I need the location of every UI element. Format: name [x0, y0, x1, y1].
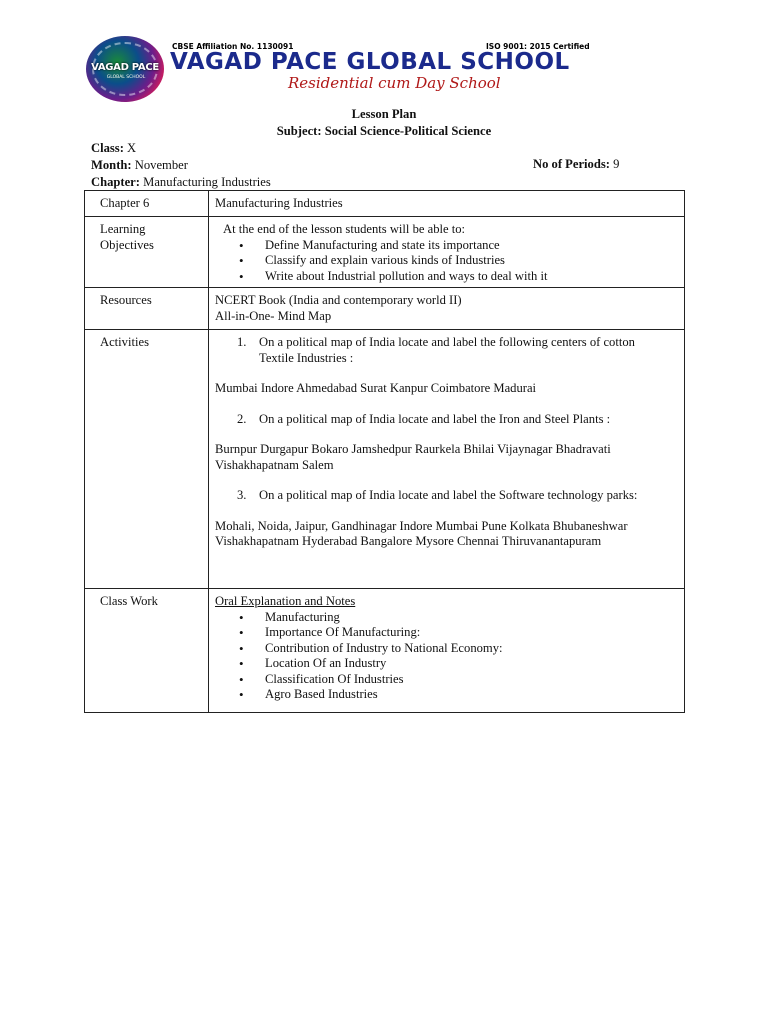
affiliation-text: CBSE Affiliation No. 1130091: [172, 42, 294, 51]
activity-places: Mohali, Noida, Jaipur, Gandhinagar Indore Mumbai Pune Kolkata Bhubaneshwar: [215, 518, 628, 533]
objectives-intro: At the end of the lesson students will be able to:: [223, 222, 466, 236]
title-subject: Subject: Social Science-Political Science: [276, 124, 492, 138]
list-item: • Importance Of Manufacturing:: [233, 625, 676, 641]
title-lesson-plan: Lesson Plan: [351, 107, 417, 121]
school-logo: [86, 36, 164, 102]
logo-subtext: GLOBAL SCHOOL: [106, 75, 146, 80]
month-line: [91, 157, 188, 173]
chapter-line: [91, 174, 271, 190]
activity-text-line: On a political map of India locate and label the Software technology parks:: [259, 488, 638, 502]
list-item: • Location Of an Industry: [233, 656, 676, 672]
table-row-chapter: [85, 191, 685, 217]
logo-text: VAGAD PACE: [91, 62, 159, 73]
list-item: • Define Manufacturing and state its importance: [233, 238, 676, 254]
classwork-heading: Oral Explanation and Notes: [215, 594, 356, 608]
school-header: [84, 32, 606, 106]
list-item: • Classification Of Industries: [233, 672, 676, 688]
activity-places: Burnpur Durgapur Bokaro Jamshedpur Raurkela Bhilai Vijaynagar Bhadravati: [215, 442, 611, 456]
activities-cell-content: [209, 330, 685, 589]
list-item: • Agro Based Industries: [233, 687, 676, 703]
objectives-cell-content: [209, 217, 685, 288]
table-row-activities: [85, 330, 685, 589]
iso-text: ISO 9001: 2015 Certified: [486, 42, 590, 51]
chapter-cell-value: Manufacturing Industries: [209, 191, 685, 217]
list-item: • Contribution of Industry to National Economy:: [233, 641, 676, 657]
spacer: [215, 427, 676, 442]
chapter-label: Chapter:: [91, 175, 140, 189]
spacer: [215, 397, 676, 412]
activity-text-line: Textile Industries :: [259, 350, 354, 365]
spacer: [215, 504, 676, 519]
activity-number: 1.: [237, 335, 247, 349]
class-line: [91, 140, 136, 156]
activity-number: 3.: [237, 488, 247, 502]
objectives-list: [215, 238, 676, 285]
document-title: [0, 106, 768, 140]
chapter-value: Manufacturing Industries: [143, 175, 271, 189]
spacer: [215, 366, 676, 381]
resource-line-2: All-in-One- Mind Map: [215, 308, 332, 323]
school-tagline: Residential cum Day School: [288, 74, 501, 92]
activity-places: Vishakhapatnam Salem: [215, 457, 334, 472]
resources-cell-label: Resources: [85, 288, 209, 330]
activity-item-1: [215, 335, 676, 366]
classwork-cell-label: Class Work: [85, 589, 209, 713]
activity-item-2: [215, 412, 676, 428]
table-row-resources: [85, 288, 685, 330]
spacer: [215, 473, 676, 488]
table-row-classwork: [85, 589, 685, 713]
activity-number: 2.: [237, 411, 247, 426]
month-value: November: [134, 158, 188, 172]
resource-line-1: NCERT Book (India and contemporary world II): [215, 293, 462, 307]
objectives-label-line2: Objectives: [100, 237, 154, 252]
activity-places: Mumbai Indore Ahmedabad Surat Kanpur Coimbatore Madurai: [215, 381, 537, 395]
activity-places: Vishakhapatnam Hyderabad Bangalore Mysore Chennai Thiruvanantapuram: [215, 534, 602, 548]
objectives-label-line1: Learning: [100, 222, 146, 236]
school-name: VAGAD PACE GLOBAL SCHOOL: [170, 49, 570, 75]
objectives-cell-label: [85, 217, 209, 288]
classwork-cell-content: [209, 589, 685, 713]
classwork-list: [215, 610, 676, 703]
list-item: • Manufacturing: [233, 610, 676, 626]
activity-item-3: [215, 488, 676, 504]
chapter-cell-label: Chapter 6: [85, 191, 209, 217]
activities-cell-label: Activities: [85, 330, 209, 589]
periods-label: No of Periods:: [533, 157, 610, 171]
list-item: • Write about Industrial pollution and ways to deal with it: [233, 269, 676, 285]
lesson-plan-table: [84, 190, 685, 713]
class-label: Class:: [91, 141, 124, 155]
periods-line: [533, 157, 619, 172]
month-label: Month:: [91, 158, 132, 172]
class-value: X: [127, 141, 137, 155]
resources-cell-content: [209, 288, 685, 330]
list-item: • Classify and explain various kinds of Industries: [233, 253, 676, 269]
activity-text-line: On a political map of India locate and label the following centers of cotton: [259, 335, 635, 349]
table-row-objectives: [85, 217, 685, 288]
periods-value: 9: [613, 157, 620, 171]
activity-text-line: On a political map of India locate and label the Iron and Steel Plants :: [259, 411, 611, 426]
